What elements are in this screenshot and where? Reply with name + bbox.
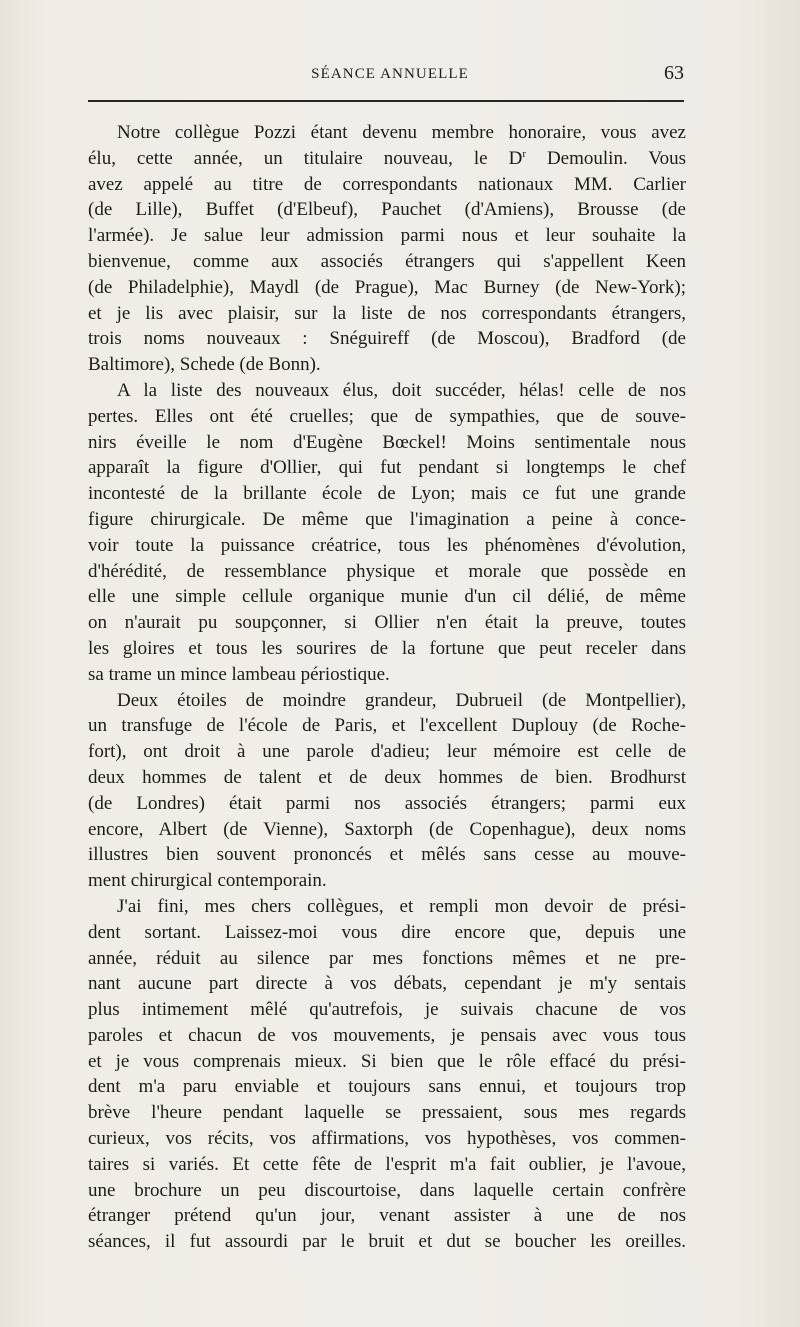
text-line: elle une simple cellule organique munie d'un cil délié, de même [88, 586, 686, 608]
text-line: trois noms nouveaux : Snéguireff (de Moscou), Bradford (de [88, 328, 686, 350]
text-line: Notre collègue Pozzi étant devenu membre honoraire, vous avez [117, 122, 686, 143]
paragraph-3 [88, 688, 686, 894]
text-line: nirs éveille le nom d'Eugène Bœckel! Moins sentimentale nous [88, 431, 686, 453]
text-line: curieux, vos récits, vos affirmations, vos hypothèses, vos commen- [88, 1128, 686, 1150]
header-rule [88, 100, 684, 102]
text-segment: élu, cette année, un titulaire nouveau, le D [88, 147, 523, 169]
text-line: illustres bien souvent prononcés et mêlés sans cesse au mouve- [88, 844, 686, 866]
text-line: deux hommes de talent et de deux hommes de bien. Brodhurst [88, 766, 686, 788]
text-line: séances, il fut assourdi par le bruit et dut se boucher les oreilles. [88, 1231, 686, 1253]
text-line: incontesté de la brillante école de Lyon; mais ce fut une grande [88, 483, 686, 505]
text-line: nant aucune part directe à vos débats, cependant je m'y sentais [88, 973, 686, 995]
text-line: ment chirurgical contemporain. [88, 870, 327, 892]
text-line: l'armée). Je salue leur admission parmi nous et leur souhaite la [88, 225, 686, 247]
text-line: apparaît la figure d'Ollier, qui fut pendant si longtemps le chef [88, 457, 686, 479]
text-line: dent sortant. Laissez-moi vous dire encore que, depuis une [88, 921, 686, 943]
paragraph-1 [88, 120, 686, 378]
text-line: un transfuge de l'école de Paris, et l'excellent Duplouy (de Roche- [88, 715, 686, 737]
text-line: sa trame un mince lambeau périostique. [88, 663, 390, 685]
text-line: on n'aurait pu soupçonner, si Ollier n'en était la preuve, toutes [88, 612, 686, 634]
page-number: 63 [664, 62, 684, 84]
superscript: r [522, 147, 526, 160]
text-line: dent m'a paru enviable et toujours sans ennui, et toujours trop [88, 1076, 686, 1098]
text-line: Deux étoiles de moindre grandeur, Dubrueil (de Montpellier), [117, 689, 686, 711]
running-head [88, 62, 686, 90]
paragraph-4 [88, 894, 686, 1255]
text-line: (de Philadelphie), Maydl (de Prague), Mac Burney (de New-York); [88, 276, 686, 298]
text-line: année, réduit au silence par mes fonctions mêmes et ne pre- [88, 947, 686, 969]
text-line: plus intimement mêlé qu'autrefois, je suivais chacune de vos [88, 999, 686, 1021]
text-line: bienvenue, comme aux associés étrangers qui s'appellent Keen [88, 250, 686, 272]
text-line: (de Lille), Buffet (d'Elbeuf), Pauchet (d'Amiens), Brousse (de [88, 199, 686, 221]
running-title: SÉANCE ANNUELLE [311, 66, 469, 82]
body-text [88, 120, 686, 1255]
text-line: et je vous comprenais mieux. Si bien que le rôle effacé du prési- [88, 1050, 686, 1072]
text-line: étranger prétend qu'un jour, venant assister à une de nos [88, 1205, 686, 1227]
text-line: taires si variés. Et cette fête de l'esprit m'a fait oublier, je l'avoue, [88, 1153, 686, 1175]
text-line: brève l'heure pendant laquelle se pressaient, sous mes regards [88, 1102, 686, 1124]
text-line: figure chirurgicale. De même que l'imagination a peine à conce- [88, 508, 686, 530]
text-line: les gloires et tous les sourires de la fortune que peut receler dans [88, 637, 686, 659]
text-line: A la liste des nouveaux élus, doit succéder, hélas! celle de nos [117, 379, 686, 401]
text-line: fort), ont droit à une parole d'adieu; leur mémoire est celle de [88, 741, 686, 763]
paragraph-2 [88, 378, 686, 688]
text-line: d'hérédité, de ressemblance physique et morale que possède en [88, 560, 686, 582]
text-line: et je lis avec plaisir, sur la liste de nos correspondants étrangers, [88, 302, 686, 324]
text-line: voir toute la puissance créatrice, tous les phénomènes d'évolution, [88, 534, 686, 556]
text-line: paroles et chacun de vos mouvements, je pensais avec vous tous [88, 1024, 686, 1046]
text-line: avez appelé au titre de correspondants nationaux MM. Carlier [88, 173, 686, 195]
text-line: encore, Albert (de Vienne), Saxtorph (de Copenhague), deux noms [88, 818, 686, 840]
text-line: Baltimore), Schede (de Bonn). [88, 354, 321, 376]
text-line: (de Londres) était parmi nos associés étrangers; parmi eux [88, 792, 686, 814]
text-line: une brochure un peu discourtoise, dans laquelle certain confrère [88, 1179, 686, 1201]
text-line: J'ai fini, mes chers collègues, et rempli mon devoir de prési- [117, 895, 686, 917]
text-line: pertes. Elles ont été cruelles; que de sympathies, que de souve- [88, 405, 686, 427]
text-line [88, 146, 686, 172]
text-segment: Demoulin. Vous [525, 147, 686, 169]
